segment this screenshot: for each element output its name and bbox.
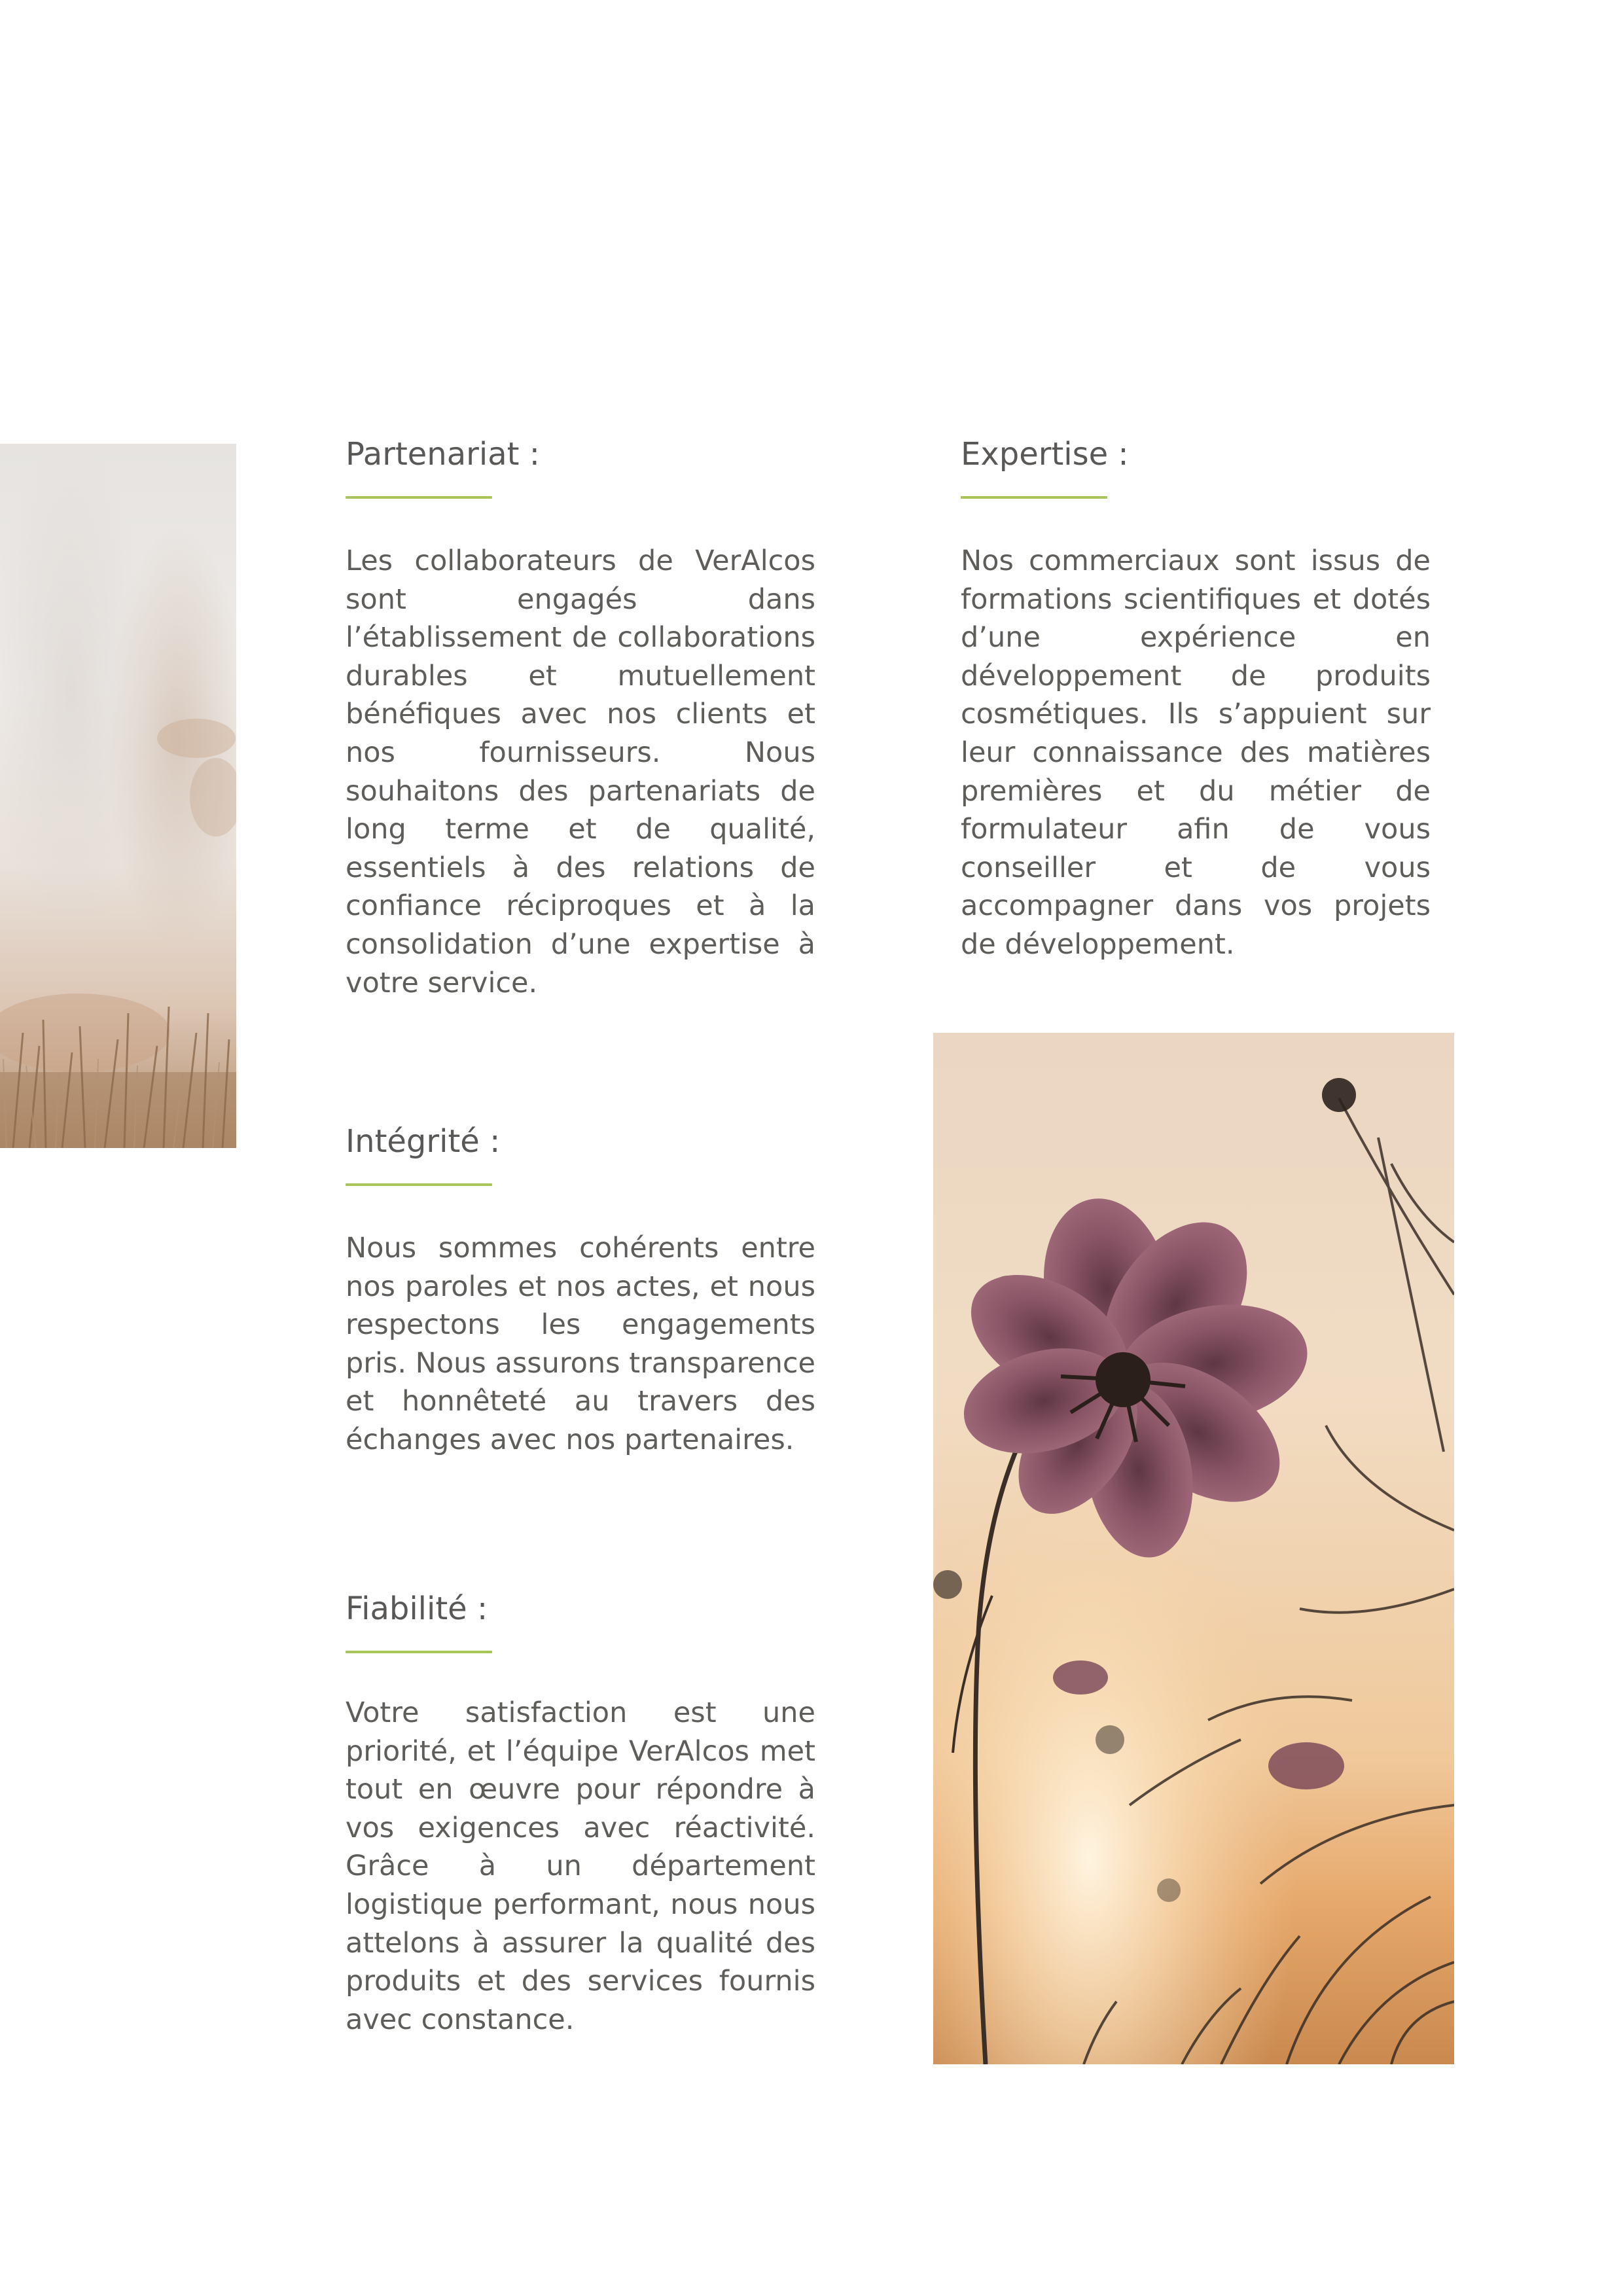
fiabilite-underline xyxy=(346,1651,492,1653)
section-partenariat xyxy=(346,435,815,1030)
expertise-title: Expertise : xyxy=(961,436,1129,473)
cosmos-flower-image xyxy=(933,1033,1454,2064)
partenariat-title: Partenariat : xyxy=(346,436,540,473)
expertise-underline xyxy=(961,496,1107,499)
fiabilite-text: Votre satisfaction est une priorité, et l’équipe VerAlcos met tout en œuvre pour répondre à vos exigences avec réactivité. Grâce à un département logistique performant, nous nous attelons à assurer la qualité des produits et des services fournis avec constance. xyxy=(346,1696,815,2036)
integrite-text: Nous sommes cohérents entre nos paroles et nos actes, et nous respectons les engagements pris. Nous assurons transparence et honnêteté au travers des échanges avec nos partenaires. xyxy=(346,1232,815,1456)
expertise-text: Nos commerciaux sont issus de formations scientifiques et dotés d’une expérience en développement de produits cosmétiques. Ils s’appuient sur leur connaissance des matières premières et du métier de formulateur afin de vous conseiller et de vous accompagner dans vos projets de développement. xyxy=(961,545,1431,961)
integrite-underline xyxy=(346,1183,492,1186)
meadow-image xyxy=(0,444,236,1148)
section-expertise xyxy=(961,435,1431,992)
section-fiabilite xyxy=(346,1589,815,2067)
partenariat-underline xyxy=(346,496,492,499)
meadow-photo xyxy=(0,444,236,1148)
integrite-title: Intégrité : xyxy=(346,1123,501,1160)
partenariat-text: Les collaborateurs de VerAlcos sont engagés dans l’établissement de collaborations durables et mutuellement bénéfiques avec nos clients et nos fournisseurs. Nous souhaitons des partenariats de long terme et de qualité, essentiels à des relations de confiance réciproques et à la consolidation d’une expertise à votre service. xyxy=(346,545,815,999)
cosmos-flower-photo xyxy=(933,1033,1454,2064)
section-integrite xyxy=(346,1122,815,1488)
fiabilite-title: Fiabilité : xyxy=(346,1590,488,1627)
